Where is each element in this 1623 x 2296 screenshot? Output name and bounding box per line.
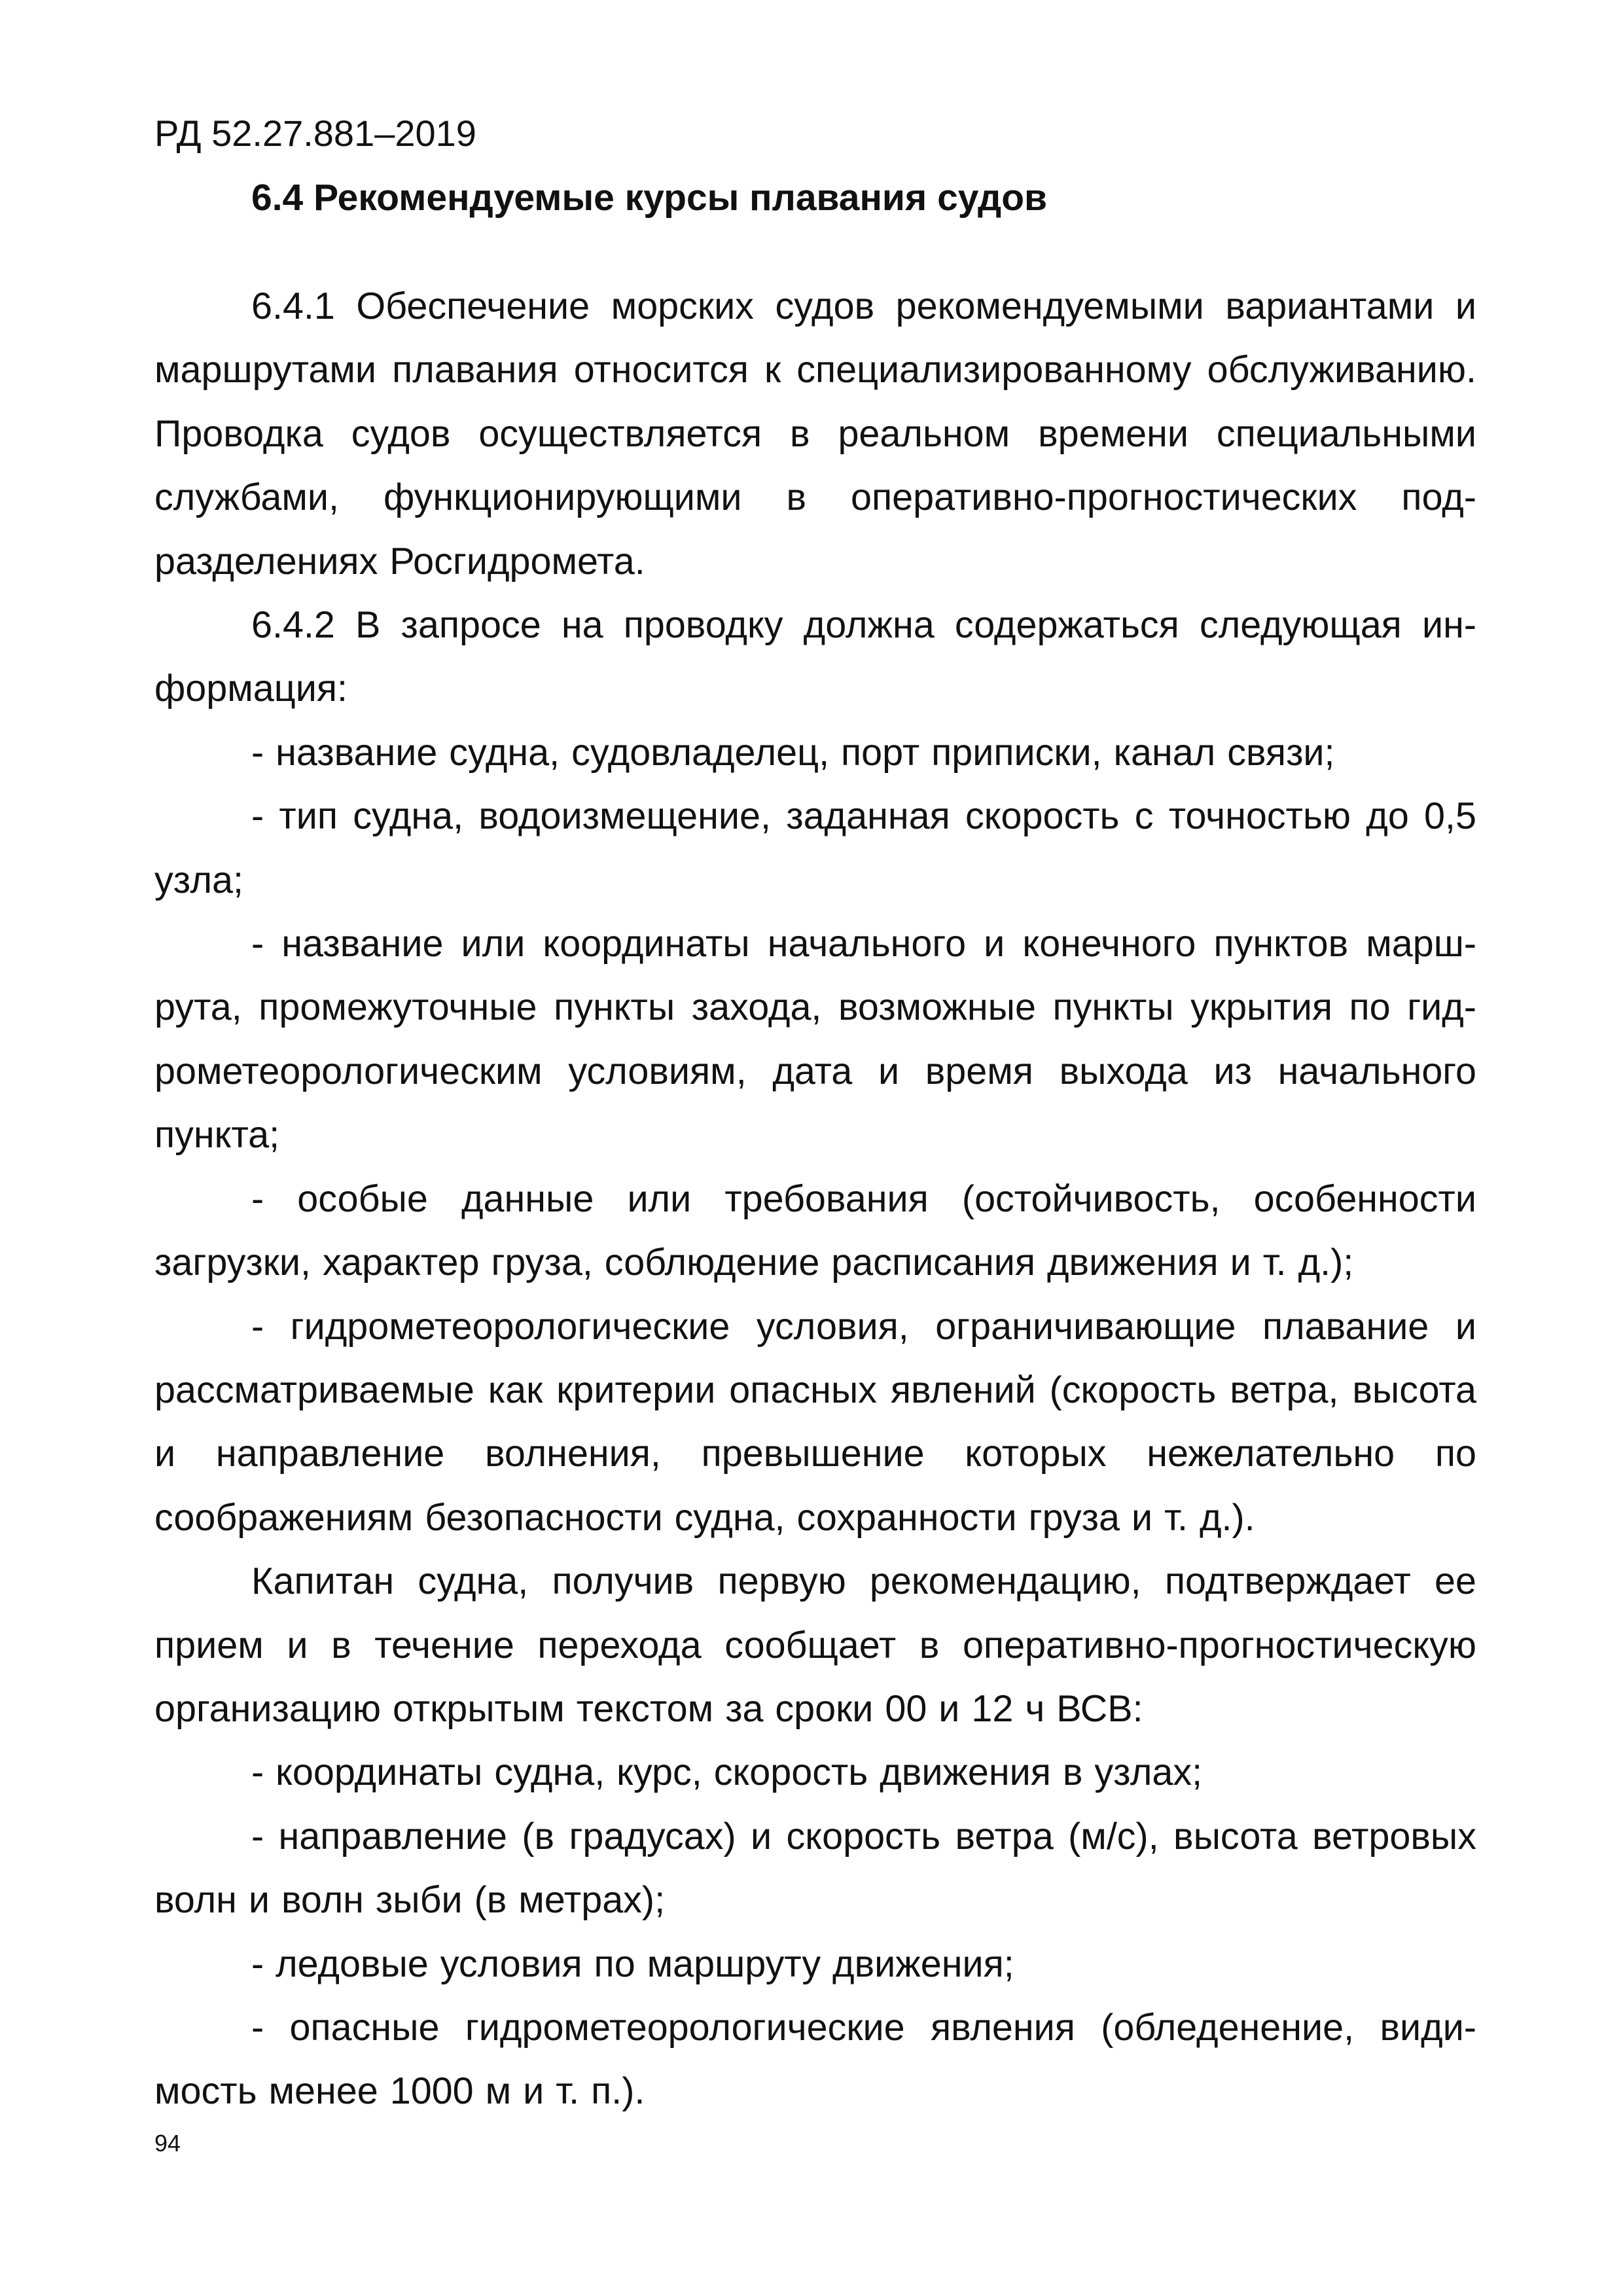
section-title: 6.4 Рекомендуемые курсы плавания судов — [251, 177, 1048, 219]
list-item: - тип судна, водоизмещение, заданная скорость с точностью до 0,5 узла; — [154, 795, 1476, 901]
list-item: - название судна, судовладелец, порт приписки, канал связи; — [251, 731, 1335, 774]
list-item: - ледовые условия по маршруту движения; — [251, 1943, 1014, 1985]
list-item: - координаты судна, курс, скорость движения в узлах; — [251, 1751, 1203, 1794]
page-number: 94 — [154, 2130, 181, 2157]
paragraph-6-4-1: 6.4.1 Обеспечение морских судов рекомендуемыми вариантами и маршрутами плавания относится к специализированному обслуживанию. Проводка судов осуществляется в реальном времени специальными службами, функционирующими в оперативно-прогностических подразделениях Росгидромета. — [154, 285, 1476, 583]
paragraph-6-4-2: 6.4.2 В запросе на проводку должна содержаться следующая информация: — [154, 604, 1476, 710]
list-item: - особые данные или требования (остойчивость, особенности загрузки, характер груза, соблюдение расписания движения и т. д.); — [154, 1177, 1476, 1284]
body-text — [154, 275, 1476, 2124]
document-code: РД 52.27.881–2019 — [154, 113, 476, 154]
list-item: - гидрометеорологические условия, ограничивающие плавание и рассматриваемые как критерии опасных явлений (скорость ветра, высота и направление волнения, превышение которых нежелательно по соображениям безопасности судна, сохранности груза и т. д.). — [154, 1305, 1476, 1539]
list-item: - направление (в градусах) и скорость ветра (м/с), высота ветровых волн и волн зыби (в метрах); — [154, 1815, 1476, 1922]
paragraph-captain: Капитан судна, получив первую рекомендацию, подтверждает ее прием и в течение перехода сообщает в оперативно-прогностическую организацию открытым текстом за сроки 00 и 12 ч ВСВ: — [154, 1560, 1476, 1730]
list-item: - название или координаты начального и конечного пунктов маршрута, промежуточные пункты захода, возможные пункты укрытия по гидрометеорологическим условиям, дата и время выхода из начального пункта; — [154, 923, 1476, 1157]
list-item: - опасные гидрометеорологические явления (обледенение, видимость менее 1000 м и т. п.). — [154, 2006, 1476, 2113]
